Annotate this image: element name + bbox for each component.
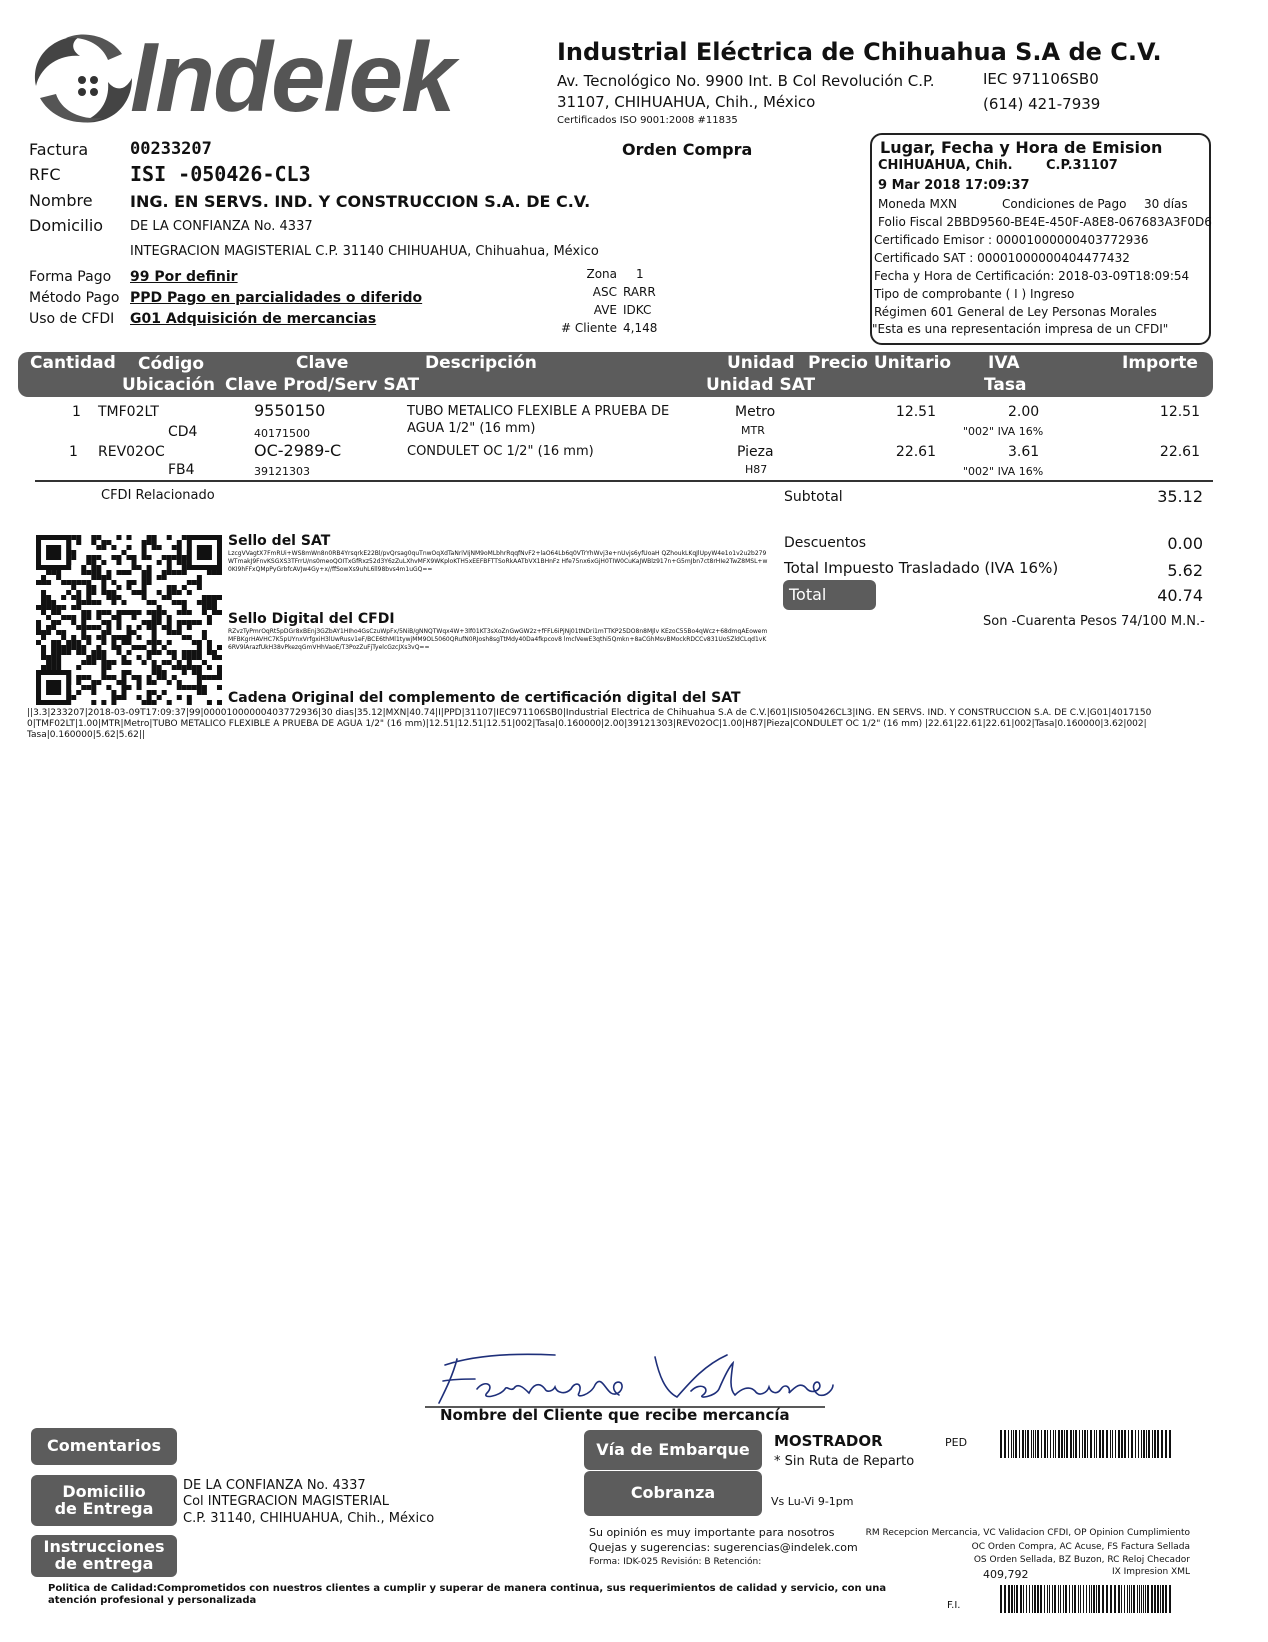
descuentos-value: 0.00 — [1167, 534, 1203, 553]
ped-label: PED — [945, 1436, 968, 1449]
factura-value: 00233207 — [130, 139, 212, 159]
zona-label: Zona — [586, 267, 617, 281]
forma-pago-value: 99 Por definir — [130, 269, 238, 285]
emission-regimen: Régimen 601 General de Ley Personas Morales — [874, 305, 1157, 319]
item-codigo: REV02OC — [98, 444, 165, 460]
cadena-text: ||3.3|233207|2018-03-09T17:09:37|99|00001000000403772936|30 dias|35.12|MXN|40.74|I|PPD|31107|IEC971106SB0|Industrial Electrica de Chihuahua S.A de C.V.|601|ISI050426CL3|ING. EN SERVS. IND. Y CONSTRUCCION S.A. DE C.V.|G01|40171500|TMF02LT|1.00|MTR|Metro|TUBO METALICO FLEXIBLE A PRUEBA DE AGUA 1/2" (16 mm)|12.51|12.51|12.51|002|Tasa|0.160000|2.00|39121303|REV02OC|1.00|H87|Pieza|CONDULET OC 1/2" (16 mm) |22.61|22.61|22.61|002|Tasa|0.160000|3.62|002|Tasa|0.160000|5.62|5.62|| — [27, 708, 1152, 740]
emission-tipo: Tipo de comprobante ( I ) Ingreso — [874, 287, 1075, 301]
legend-line3: OS Orden Sellada, BZ Buzon, RC Reloj Checador — [973, 1555, 1190, 1565]
th-iva: IVA — [988, 353, 1020, 373]
entrega-line1: DE LA CONFIANZA No. 4337 — [183, 1478, 366, 1493]
item-clave: 9550150 — [254, 401, 326, 420]
company-name: Industrial Eléctrica de Chihuahua S.A de C.V. — [557, 38, 1162, 66]
company-logo — [22, 22, 482, 138]
cliente-label: # Cliente — [561, 321, 617, 335]
th-precio: Precio Unitario — [808, 353, 952, 373]
item-importe: 22.61 — [1159, 444, 1200, 460]
item-iva: 3.61 — [1008, 444, 1040, 460]
item-precio: 22.61 — [895, 444, 936, 460]
domicilio-label: Domicilio — [29, 216, 104, 235]
barcode-bottom-icon — [1000, 1585, 1175, 1615]
th-importe: Importe — [1122, 353, 1198, 373]
forma-pago-label: Forma Pago — [29, 269, 112, 285]
item-precio: 12.51 — [895, 404, 936, 420]
item-desc-2: AGUA 1/2" (16 mm) — [407, 421, 536, 436]
item-ubicacion: FB4 — [168, 462, 195, 478]
table-divider — [35, 480, 1213, 482]
mostrador-text: MOSTRADOR — [774, 1432, 883, 1450]
emission-fecha-cert: Fecha y Hora de Certificación: 2018-03-09T18:09:54 — [874, 269, 1190, 283]
horario-text: Vs Lu-Vi 9-1pm — [771, 1495, 854, 1508]
descuentos-label: Descuentos — [784, 535, 867, 551]
item-codigo: TMF02LT — [98, 404, 159, 420]
item-unidad: Metro — [735, 404, 776, 420]
emission-datetime: 9 Mar 2018 17:09:37 — [878, 178, 1030, 193]
th-codigo: Código — [138, 354, 204, 374]
politica-text: Politica de Calidad:Comprometidos con nuestros clientes a cumplir y superar de manera continua, sus requerimientos de calidad y servicio, con una atención profesional y personalizada — [48, 1583, 887, 1606]
sello-cfdi-text: RZvzTyPmrOqRt5pDGr8xBEnj3GZbAY1HIho4GsCzuWpFx/5NiB/gNNQTWqx4W+3lf01KT3sXoZnGwGW2z+fFFL6iPjNj01tNDri1mTTKP25DO8n8MJlv KEzoC55Bo4qWcz+68dmqAEowemMFBKgrHAVHC7K5pUYnxVrfgxiH3lUwRusv1eF/BCE6thMl1tywjMM9OL5060QRufN0RJosh8sgTtMdy40Da4fkpcov8 lmclVewE3qthi5Qmkn+8aCGhMsvBMockRDCCv831UoSZldCLqd1vK6RV9lArazfUkH38vPkezqGmVHhVaoE/T3PozZuFjTyelcGzcJXs3vQ== — [228, 628, 768, 651]
ave-label: AVE — [593, 303, 617, 317]
zona-value: 1 — [636, 267, 644, 281]
legend-number: 409,792 — [983, 1568, 1029, 1581]
th-tasa: Tasa — [984, 375, 1027, 395]
item-desc-1: TUBO METALICO FLEXIBLE A PRUEBA DE — [407, 404, 670, 419]
entrega-line3: C.P. 31140, CHIHUAHUA, Chih., México — [183, 1511, 435, 1526]
item-tasa: "002" IVA 16% — [963, 465, 1044, 478]
th-descripcion: Descripción — [425, 353, 537, 373]
rfc-label: RFC — [29, 165, 61, 184]
ave-value: IDKC — [623, 303, 652, 317]
total-label: Total — [783, 580, 876, 610]
th-clave-prod: Clave Prod/Serv SAT — [225, 375, 420, 395]
opinion-text: Su opinión es muy importante para nosotros — [589, 1526, 835, 1539]
item-iva: 2.00 — [1008, 404, 1040, 420]
subtotal-value: 35.12 — [1157, 487, 1203, 506]
item-unidad-sat: MTR — [741, 424, 765, 437]
nombre-label: Nombre — [29, 191, 93, 210]
asc-label: ASC — [592, 285, 617, 299]
company-address-1: Av. Tecnológico No. 9900 Int. B Col Revolución C.P. — [557, 72, 935, 90]
item-ubicacion: CD4 — [168, 424, 198, 440]
customer-signature — [415, 1345, 835, 1415]
cadena-label: Cadena Original del complemento de certificación digital del SAT — [228, 690, 741, 706]
barcode-top-icon — [1000, 1430, 1175, 1460]
asc-value: RARR — [623, 285, 656, 299]
uso-cfdi-value: G01 Adquisición de mercancias — [130, 311, 377, 327]
cliente-value: 4,148 — [623, 321, 658, 335]
domicilio-line1: DE LA CONFIANZA No. 4337 — [130, 219, 313, 234]
item-cantidad: 1 — [72, 404, 81, 420]
emission-title: Lugar, Fecha y Hora de Emision — [880, 138, 1163, 157]
logo-swirl-icon — [22, 28, 142, 128]
item-importe: 12.51 — [1159, 404, 1200, 420]
factura-label: Factura — [29, 140, 89, 159]
legend-line1: RM Recepcion Mercancia, VC Validacion CFDI, OP Opinion Cumplimiento — [865, 1528, 1190, 1538]
total-value: 40.74 — [1157, 586, 1203, 605]
emission-box — [870, 133, 1211, 345]
sin-ruta-text: * Sin Ruta de Reparto — [774, 1454, 915, 1469]
logo-text: Indelek — [130, 22, 454, 132]
emission-cp: C.P.31107 — [1046, 158, 1118, 173]
entrega-line2: Col INTEGRACION MAGISTERIAL — [183, 1494, 389, 1509]
emission-city: CHIHUAHUA, Chih. — [878, 158, 1013, 173]
item-tasa: "002" IVA 16% — [963, 425, 1044, 438]
domicilio-entrega-label: Domicilio de Entrega — [31, 1475, 177, 1526]
emission-condiciones: Condiciones de Pago — [1002, 197, 1127, 211]
item-cantidad: 1 — [69, 444, 78, 460]
items-table-header — [18, 352, 1213, 397]
th-unidad: Unidad — [727, 353, 795, 373]
domicilio-line2: INTEGRACION MAGISTERIAL C.P. 31140 CHIHUAHUA, Chihuahua, México — [130, 244, 599, 259]
item-clave: OC-2989-C — [254, 441, 342, 460]
uso-cfdi-label: Uso de CFDI — [29, 311, 115, 327]
cfdi-relacionado-label: CFDI Relacionado — [101, 488, 215, 503]
fi-label: F.I. — [947, 1600, 961, 1611]
signature-caption: Nombre del Cliente que recibe mercancía — [440, 1406, 790, 1424]
company-certificates: Certificados ISO 9001:2008 #11835 — [557, 115, 738, 126]
cobranza-label: Cobranza — [584, 1471, 762, 1516]
th-clave: Clave — [296, 353, 349, 373]
quejas-text: Quejas y sugerencias: sugerencias@indelek.com — [589, 1541, 858, 1554]
rfc-value: ISI -050426-CL3 — [130, 162, 311, 186]
emission-dias: 30 días — [1144, 197, 1188, 211]
son-text: Son -Cuarenta Pesos 74/100 M.N.- — [983, 614, 1205, 629]
subtotal-label: Subtotal — [784, 489, 843, 505]
legend-line2: OC Orden Compra, AC Acuse, FS Factura Sellada — [971, 1542, 1190, 1552]
sello-cfdi-label: Sello Digital del CFDI — [228, 611, 395, 627]
nombre-value: ING. EN SERVS. IND. Y CONSTRUCCION S.A. DE C.V. — [130, 192, 591, 211]
via-embarque-label: Vía de Embarque — [584, 1430, 762, 1470]
company-rfc: IEC 971106SB0 — [983, 70, 1099, 88]
orden-compra-label: Orden Compra — [622, 140, 753, 159]
th-unidad-sat: Unidad SAT — [706, 375, 816, 395]
company-phone: (614) 421-7939 — [983, 95, 1101, 113]
emission-cert-sat: Certificado SAT : 00001000000404477432 — [874, 251, 1130, 265]
legend-line4: IX Impresion XML — [1111, 1567, 1190, 1577]
impuesto-label: Total Impuesto Trasladado (IVA 16%) — [784, 559, 1059, 577]
emission-folio: Folio Fiscal 2BBD9560-BE4E-450F-A8E8-067683A3F0D6 — [878, 215, 1212, 229]
metodo-pago-label: Método Pago — [29, 290, 120, 306]
impuesto-value: 5.62 — [1167, 561, 1203, 580]
item-desc-1: CONDULET OC 1/2" (16 mm) — [407, 444, 594, 459]
forma-text: Forma: IDK-025 Revisión: B Retención: — [589, 1557, 762, 1567]
metodo-pago-value: PPD Pago en parcialidades o diferido — [130, 290, 423, 306]
sello-sat-label: Sello del SAT — [228, 533, 331, 549]
qr-code-icon — [36, 535, 222, 705]
sello-sat-text: LzcgVVagtX7FmRUi+WS8mWn8n0RB4YrsqrkE22Bl/pvQrsag0quTnwOqXdTaNriVIjNM9oMLbhrRqqfNvF2+laO64Lb6q0VTrYhWvj3e+nUvjs6yfUoaH QZhoukLKqJlUpyW4e1o1v2u2b279WTmakJ9FnvKSGXS3TFrrU/ns0meoQOITxGfRxz52d3Y6zZuLXhvMFX9WKploKTH5xEEFBFTTSoRkAATbVX1BHnFz Hfe75nx6xGjH0TIW0CuKaJWBlz917n+G5mJbn7ct8rHIe2TwZ8MSL+w0KI9hFFxQMpPyGrbfcAVJw4Gy+x//ffSowXs9uhL6ll98bvs4m1uGQ== — [228, 550, 768, 573]
emission-representacion: "Esta es una representación impresa de un CFDI" — [872, 322, 1169, 336]
emission-moneda: Moneda MXN — [878, 197, 958, 211]
th-ubicacion: Ubicación — [122, 375, 216, 395]
instrucciones-entrega-label: Instrucciones de entrega — [31, 1535, 177, 1577]
comentarios-label: Comentarios — [31, 1428, 177, 1465]
company-address-2: 31107, CHIHUAHUA, Chih., México — [557, 93, 816, 111]
item-unidad: Pieza — [737, 444, 774, 460]
item-unidad-sat: H87 — [745, 463, 768, 476]
th-cantidad: Cantidad — [30, 353, 116, 373]
item-clave-sat: 39121303 — [254, 465, 310, 478]
item-clave-sat: 40171500 — [254, 427, 310, 440]
emission-cert-emisor: Certificado Emisor : 00001000000403772936 — [874, 233, 1149, 247]
